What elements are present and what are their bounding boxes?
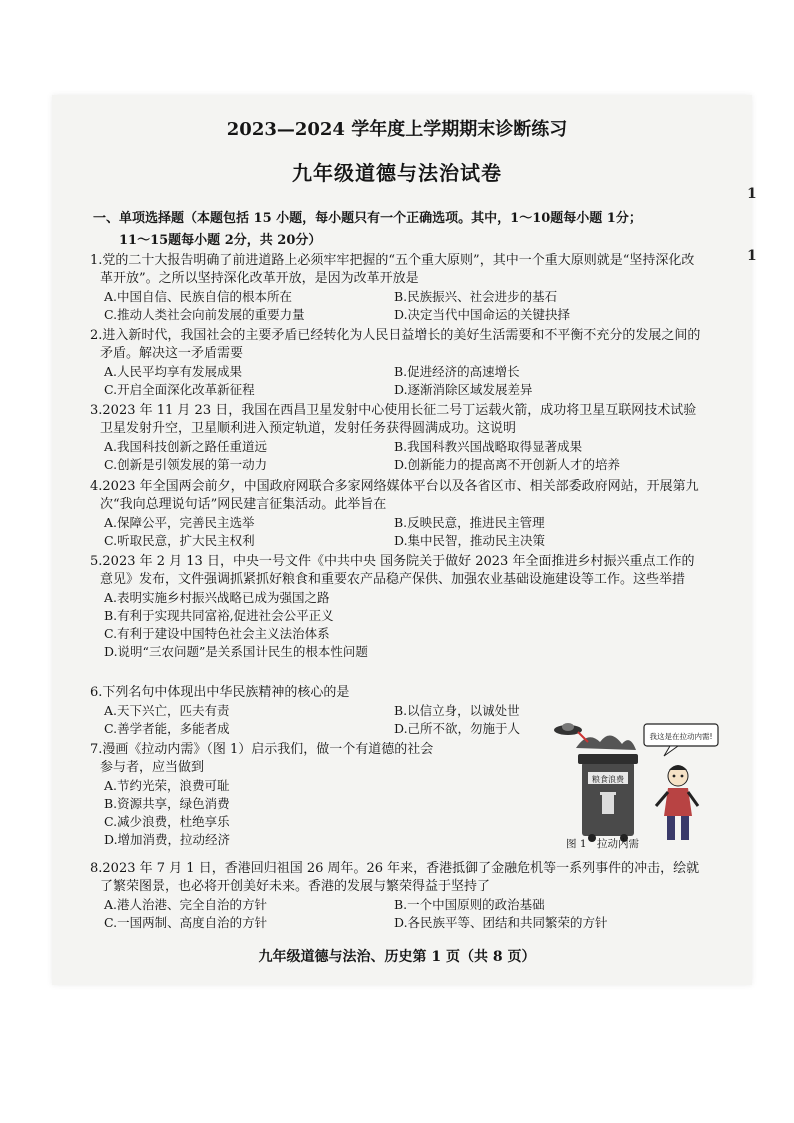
- question-options: [90, 438, 702, 474]
- option-b[interactable]: B.我国科教兴国战略取得显著成果: [394, 439, 583, 454]
- edge-mark: 1: [747, 248, 757, 264]
- option-a[interactable]: A.天下兴亡，匹夫有责: [104, 703, 230, 718]
- question-stem: 3.2023 年 11 月 23 日，我国在西昌卫星发射中心使用长征二号丁运载火箭，成功将卫星互联网技术试验卫星发射升空，卫星顺利进入预定轨道，发射任务获得圆满成功。这说明: [90, 403, 697, 436]
- option-b[interactable]: B.民族振兴、社会进步的基石: [394, 289, 558, 304]
- question-2: [90, 327, 702, 399]
- exam-subtitle: 九年级道德与法治试卷: [292, 161, 502, 185]
- man-figure-icon: [656, 765, 698, 840]
- option-d[interactable]: D.集中民智，推动民主决策: [394, 533, 546, 548]
- option-b[interactable]: B.促进经济的高速增长: [394, 364, 520, 379]
- question-4: [90, 478, 702, 550]
- option-a[interactable]: A.我国科技创新之路任重道远: [104, 439, 268, 454]
- option-b[interactable]: B.资源共享，绿色消费: [104, 796, 230, 811]
- cartoon-figure: [548, 720, 720, 852]
- bin-label: 粮食浪费: [592, 775, 624, 784]
- option-c[interactable]: C.一国两制、高度自治的方针: [104, 915, 268, 930]
- section-instructions-line1: 一、单项选择题（本题包括 15 小题，每小题只有一个正确选项。其中，1～10题每小题 1分；: [93, 211, 642, 226]
- ufo-icon: [554, 723, 588, 742]
- option-d[interactable]: D.创新能力的提高离不开创新人才的培养: [394, 457, 621, 472]
- edge-mark: 1: [747, 186, 757, 202]
- question-options: [90, 514, 702, 550]
- question-1: [90, 252, 702, 324]
- option-a[interactable]: A.人民平均享有发展成果: [104, 364, 243, 379]
- option-c[interactable]: C.创新是引领发展的第一动力: [104, 457, 268, 472]
- section-heading: [93, 208, 733, 252]
- question-options: [90, 589, 702, 661]
- question-8: [90, 860, 702, 932]
- option-d[interactable]: D.说明“三农问题”是关系国计民生的根本性问题: [104, 644, 368, 659]
- section-instructions-line2: 11～15题每小题 2分，共 20分）: [119, 233, 322, 248]
- option-a[interactable]: A.保障公平，完善民主选举: [104, 515, 255, 530]
- option-a[interactable]: A.表明实施乡村振兴战略已成为强国之路: [104, 590, 330, 605]
- option-b[interactable]: B.以信立身，以诚处世: [394, 703, 520, 718]
- exam-title: 2023—2024 学年度上学期期末诊断练习: [226, 119, 568, 140]
- question-options: [90, 777, 440, 849]
- option-d[interactable]: D.决定当代中国命运的关键抉择: [394, 307, 571, 322]
- figure-caption: 图 1 拉动内需: [566, 838, 640, 850]
- option-b[interactable]: B.一个中国原则的政治基础: [394, 897, 545, 912]
- question-stem: 2.进入新时代，我国社会的主要矛盾已经转化为人民日益增长的美好生活需要和不平衡不充分的发展之间的矛盾。解决这一矛盾需要: [90, 328, 701, 361]
- question-options: [90, 896, 702, 932]
- option-d[interactable]: D.己所不欲，勿施于人: [394, 721, 521, 736]
- option-b[interactable]: B.有利于实现共同富裕,促进社会公平正义: [104, 608, 334, 623]
- page-footer: 九年级道德与法治、历史第 1 页（共 8 页）: [258, 949, 536, 965]
- question-stem: 7.漫画《拉动内需》（图 1）启示我们，做一个有道德的社会参与者，应当做到: [90, 742, 434, 775]
- option-a[interactable]: A.港人治港、完全自治的方针: [104, 897, 268, 912]
- question-stem: 1.党的二十大报告明确了前进道路上必须牢牢把握的“五个重大原则”，其中一个重大原则就是“坚持深化改革开放”。之所以坚持深化改革开放，是因为改革开放是: [90, 253, 695, 286]
- speech-text: 我这是在拉动内需!: [649, 732, 713, 741]
- option-c[interactable]: C.听取民意，扩大民主权利: [104, 533, 255, 548]
- option-d[interactable]: D.各民族平等、团结和共同繁荣的方针: [394, 915, 608, 930]
- question-options: [90, 363, 702, 399]
- option-a[interactable]: A.节约光荣，浪费可耻: [104, 778, 230, 793]
- trash-bin-icon: [576, 735, 638, 842]
- option-d[interactable]: D.逐渐消除区域发展差异: [394, 382, 533, 397]
- question-options: [90, 288, 702, 324]
- option-c[interactable]: C.有利于建设中国特色社会主义法治体系: [104, 626, 330, 641]
- question-stem: 8.2023 年 7 月 1 日，香港回归祖国 26 周年。26 年来，香港抵御了金融危机等一系列事件的冲击，绘就了繁荣图景，也必将开创美好未来。香港的发展与繁荣得益于坚持了: [90, 861, 700, 894]
- question-5: [90, 553, 702, 661]
- option-c[interactable]: C.推动人类社会向前发展的重要力量: [104, 307, 305, 322]
- question-7: [90, 741, 440, 849]
- option-a[interactable]: A.中国自信、民族自信的根本所在: [104, 289, 293, 304]
- question-stem: 4.2023 年全国两会前夕，中国政府网联合多家网络媒体平台以及各省区市、相关部委政府网站，开展第九次“我向总理说句话”网民建言征集活动。此举旨在: [90, 479, 699, 512]
- option-c[interactable]: C.减少浪费，杜绝享乐: [104, 814, 230, 829]
- question-3: [90, 402, 702, 474]
- question-stem: 6.下列名句中体现出中华民族精神的核心的是: [90, 685, 350, 700]
- option-b[interactable]: B.反映民意，推进民主管理: [394, 515, 545, 530]
- option-d[interactable]: D.增加消费，拉动经济: [104, 832, 231, 847]
- option-c[interactable]: C.开启全面深化改革新征程: [104, 382, 255, 397]
- question-stem: 5.2023 年 2 月 13 日，中央一号文件《中共中央 国务院关于做好 2023 年全面推进乡村振兴重点工作的意见》发布，文件强调抓紧抓好粮食和重要农产品稳产保供、加强农业基础设施建设等工作。这些举措: [90, 554, 695, 587]
- option-c[interactable]: C.善学者能，多能者成: [104, 721, 230, 736]
